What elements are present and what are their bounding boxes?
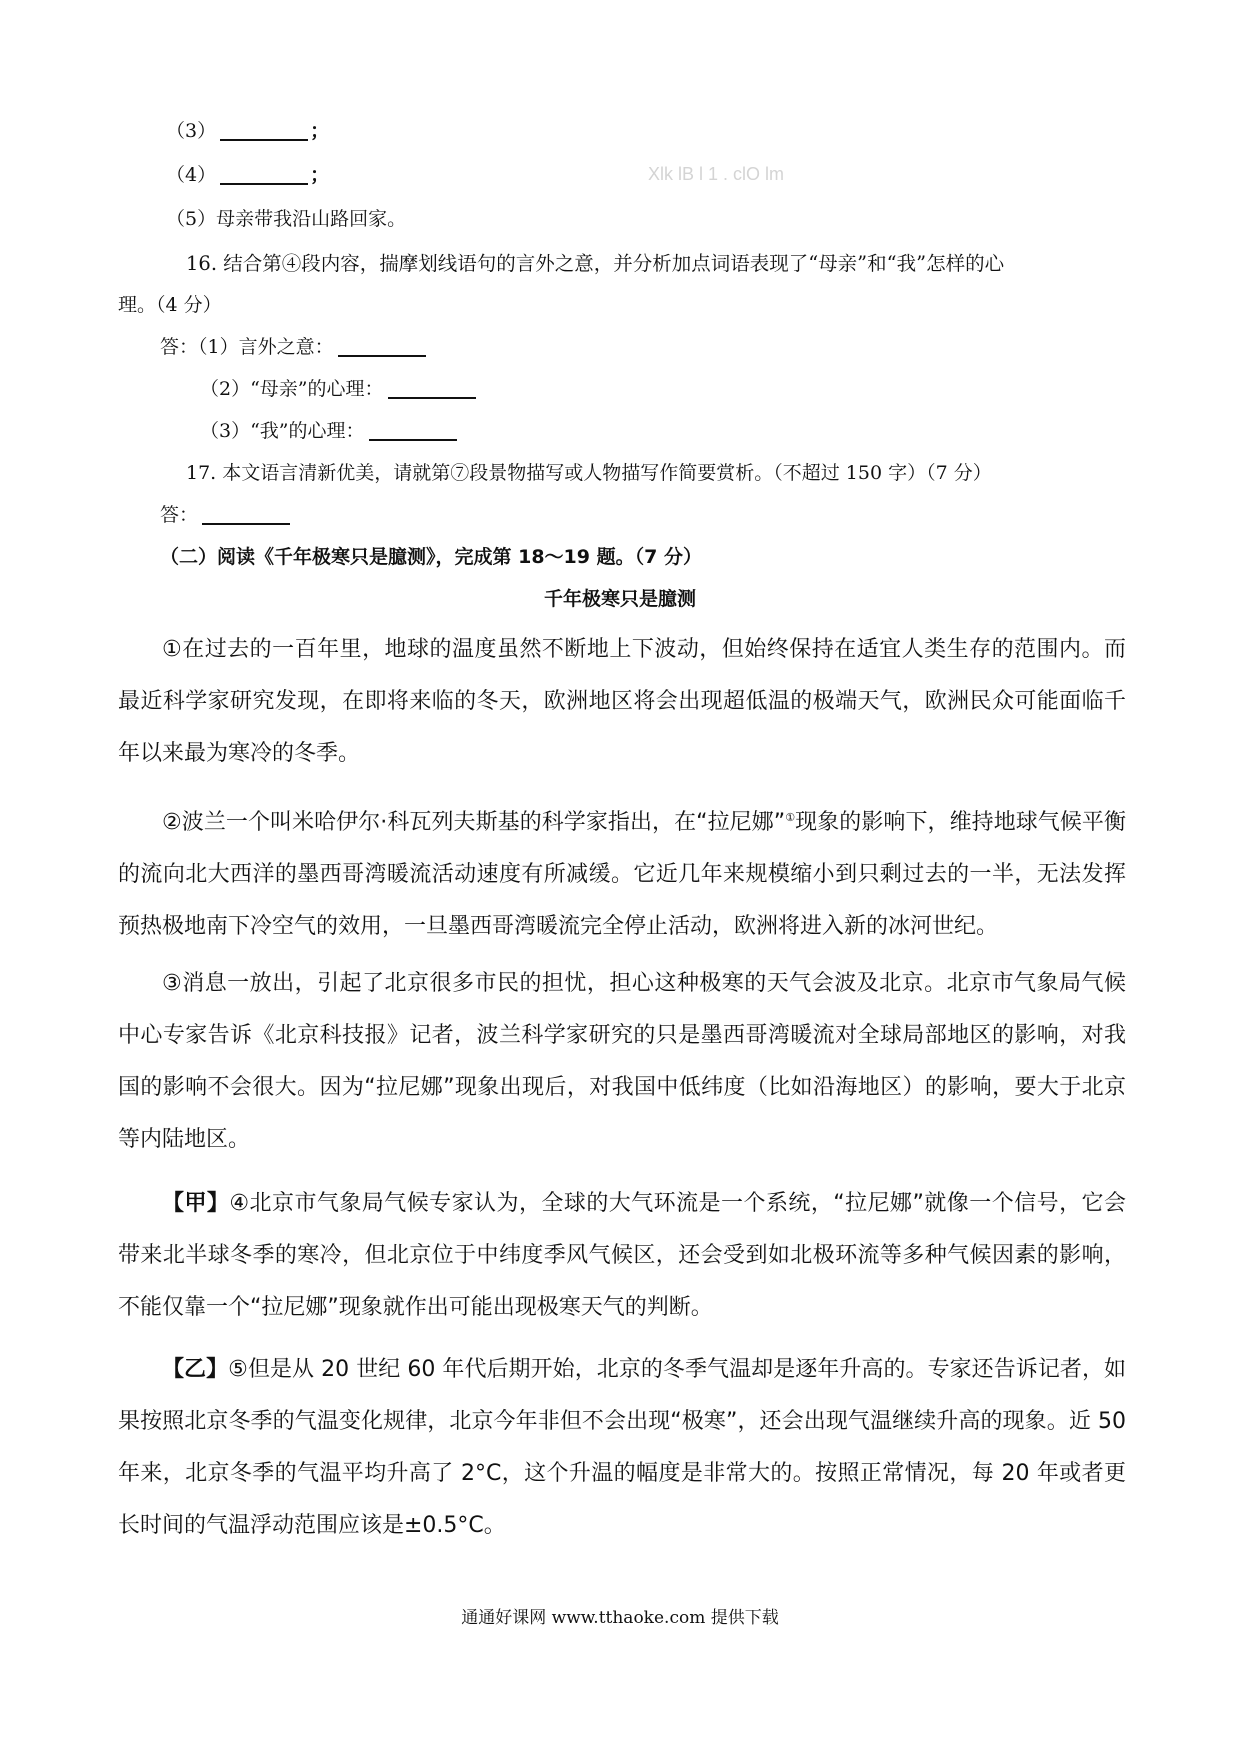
paragraph-text: ⑤但是从 20 世纪 60 年代后期开始，北京的冬季气温却是逐年升高的。专家还告诉记者，如果按照北京冬季的气温变化规律，北京今年非但不会出现“极寒”，还会出现气温继续升高的现象。近 50 年来，北京冬季的气温平均升高了 2°C，这个升温的幅度是非常大的。按照正常情况，每 20 年或者更长时间的气温浮动范围应该是±0.5°C。 — [118, 1357, 1126, 1538]
q16-answer-1 — [160, 332, 426, 362]
article-title: 千年极寒只是臆测 — [543, 588, 696, 610]
q16-answer-2 — [200, 374, 476, 404]
answer-blank — [388, 377, 476, 399]
answer-blank — [338, 335, 426, 357]
q16-answer-3 — [200, 416, 457, 446]
section-heading: （二）阅读《千年极寒只是臆测》，完成第 18～19 题。（7 分） — [160, 546, 702, 568]
paragraph-text: ④北京市气象局气候专家认为，全球的大气环流是一个系统，“拉尼娜”就像一个信号，它会带来北半球冬季的寒冷，但北京位于中纬度季风气候区，还会受到如北极环流等多种气候因素的影响，不能仅靠一个“拉尼娜”现象就作出可能出现极寒天气的判断。 — [118, 1191, 1126, 1320]
q17-answer — [160, 500, 290, 530]
q15-item-5: （5）母亲带我沿山路回家。 — [166, 208, 407, 230]
answer-blank — [202, 503, 290, 525]
item-label: （4） — [166, 164, 217, 186]
answer-label: 答： — [160, 504, 199, 526]
paragraph-2 — [118, 792, 1126, 953]
paragraph-4 — [118, 1178, 1126, 1334]
q16-prompt-line2: 理。（4 分） — [118, 294, 222, 316]
answer-label: （3）“我”的心理： — [200, 420, 365, 442]
q16-prompt-line1: 16. 结合第④段内容，揣摩划线语句的言外之意，并分析加点词语表现了“母亲”和“我”怎样的心 — [186, 252, 1005, 275]
q15-item-4 — [166, 160, 329, 190]
watermark-noise: Xlk lB l 1 . clO lm — [648, 164, 785, 184]
item-label: （3） — [166, 120, 217, 142]
answer-blank — [369, 419, 457, 441]
paragraph-tag: 【甲】 — [162, 1191, 230, 1216]
semicolon: ； — [310, 164, 330, 186]
answer-label: 答：（1）言外之意： — [160, 336, 334, 358]
paragraph-1: ①在过去的一百年里，地球的温度虽然不断地上下波动，但始终保持在适宜人类生存的范围内。而最近科学家研究发现，在即将来临的冬天，欧洲地区将会出现超低温的极端天气，欧洲民众可能面临千年以来最为寒冷的冬季。 — [118, 637, 1126, 766]
paragraph-text: ②波兰一个叫米哈伊尔·科瓦列夫斯基的科学家指出，在“拉尼娜” — [162, 810, 786, 835]
q17-prompt: 17. 本文语言清新优美，请就第⑦段景物描写或人物描写作简要赏析。（不超过 150 字）（7 分） — [186, 462, 992, 484]
q15-item-3 — [166, 116, 329, 146]
answer-label: （2）“母亲”的心理： — [200, 378, 384, 400]
paragraph-5 — [118, 1344, 1126, 1552]
paragraph-3: ③消息一放出，引起了北京很多市民的担忧，担心这种极寒的天气会波及北京。北京市气象局气候中心专家告诉《北京科技报》记者，波兰科学家研究的只是墨西哥湾暖流对全球局部地区的影响，对我国的影响不会很大。因为“拉尼娜”现象出现后，对我国中低纬度（比如沿海地区）的影响，要大于北京等内陆地区。 — [118, 971, 1126, 1152]
footnote-marker: ① — [785, 811, 796, 824]
semicolon: ； — [310, 120, 330, 142]
answer-blank — [220, 119, 308, 141]
paragraph-tag: 【乙】 — [162, 1357, 229, 1382]
paragraph-text: 现象的影响下，维持地球气候平衡的流向北大西洋的墨西哥湾暖流活动速度有所减缓。它近几年来规模缩小到只剩过去的一半，无法发挥预热极地南下冷空气的效用，一旦墨西哥湾暖流完全停止活动，欧洲将进入新的冰河世纪。 — [118, 810, 1126, 939]
answer-blank — [220, 163, 308, 185]
page-footer: 通通好课网 www.tthaoke.com 提供下载 — [461, 1608, 779, 1628]
